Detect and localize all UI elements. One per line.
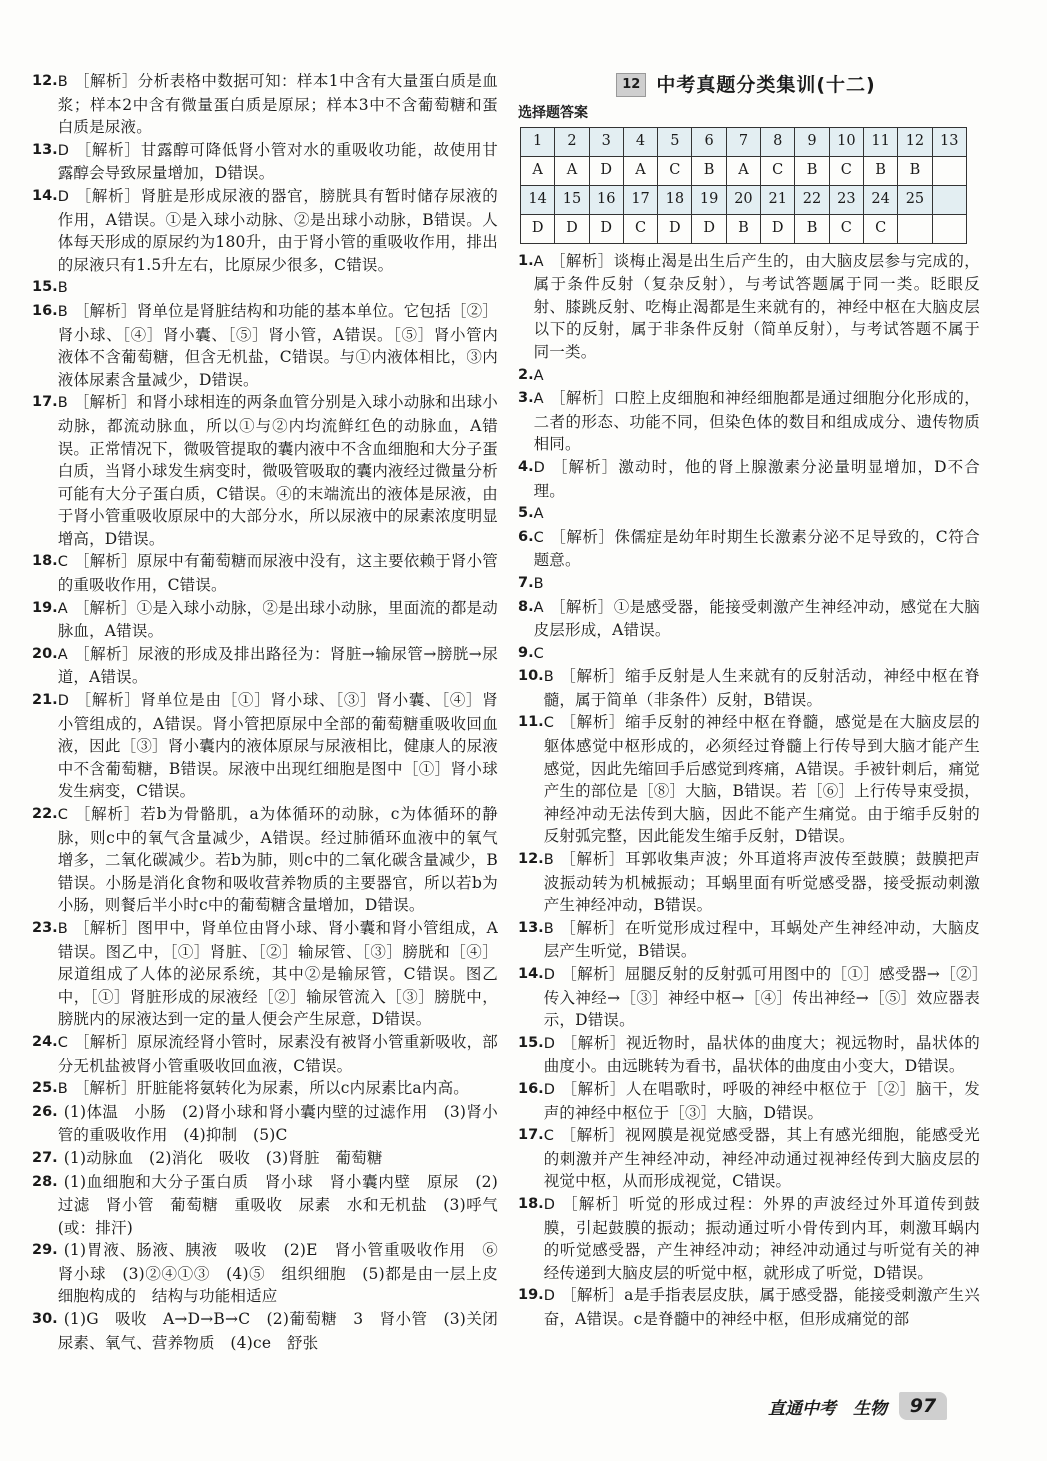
answer-table-cell: D (589, 156, 623, 185)
explanation-text: ［解析］肝脏能将氨转化为尿素，所以c内尿素比a内高。 (73, 1079, 469, 1098)
question-number: 23. (32, 919, 58, 936)
answer-table-cell: B (726, 214, 760, 243)
page-footer (768, 1392, 947, 1420)
section-badge: 12 (616, 73, 646, 97)
answer-choice: A (533, 391, 544, 408)
question-number: 24. (32, 1033, 58, 1050)
question-number: 18. (518, 1195, 544, 1212)
question-number: 27. (32, 1149, 58, 1166)
question-number: 13. (518, 919, 544, 936)
question-number: 4. (518, 458, 534, 475)
answer-choice: B (57, 280, 68, 297)
answer-item (32, 1239, 514, 1308)
explanation-text: (1)体温 小肠 (2)肾小球和肾小囊内壁的过滤作用 (3)肾小管的重吸收作用 (4)抑制 (5)C (57, 1102, 498, 1145)
answer-table-cell: C (829, 214, 863, 243)
explanation-text: ［解析］原尿中有葡萄糖而尿液中没有，这主要依赖于肾小管的重吸收作用，C错误。 (57, 552, 498, 595)
answer-body (534, 250, 980, 364)
answer-choice: D (543, 967, 556, 983)
question-number: 18. (32, 553, 58, 570)
question-number: 14. (32, 187, 58, 204)
answer-choice: A (57, 646, 68, 663)
question-number: 8. (518, 598, 534, 615)
answer-table-cell: 25 (898, 185, 932, 214)
question-number: 20. (32, 645, 58, 662)
question-number: 11. (518, 714, 544, 731)
answer-body (534, 387, 980, 456)
answer-choice: A (533, 253, 544, 270)
question-number: 10. (518, 668, 544, 685)
answer-body (58, 803, 498, 917)
answer-choice: D (57, 693, 70, 710)
answer-choice: C (543, 1128, 555, 1145)
answer-table-cell: 9 (795, 127, 829, 156)
question-number: 21. (32, 692, 58, 709)
answer-item (518, 1124, 980, 1193)
answer-body (534, 596, 980, 642)
answer-choice: C (533, 529, 544, 546)
answer-body (58, 300, 498, 391)
question-number: 7. (518, 574, 534, 591)
explanation-text: ［解析］原尿流经肾小管时，尿素没有被肾小管重新吸收，部分无机盐被肾小管重吸收回血液，C错误。 (57, 1032, 498, 1075)
answer-item (518, 364, 980, 388)
answer-body (58, 597, 498, 643)
explanation-text: ［解析］谈梅止渴是出生后产生的，由大脑皮层参与完成的，属于条件反射（复杂反射），与考试答题属于同一类。眨眼反射、膝跳反射、吃梅止渴都是生来就有的，神经中枢在大脑皮层以下的反射，属于非条件反射（简单反射），与考试答题不属于同一类。 (533, 251, 980, 361)
answer-item (518, 456, 980, 502)
answer-table-cell: D (761, 214, 795, 243)
answer-item (32, 276, 498, 300)
answer-body (544, 665, 980, 711)
answer-table-cell: 17 (623, 185, 657, 214)
answer-body (58, 550, 498, 596)
answer-body (544, 963, 980, 1032)
question-number: 17. (32, 394, 58, 411)
answer-table-cell (932, 156, 966, 185)
answer-choice: D (57, 188, 70, 205)
answer-table-cell: 19 (692, 185, 726, 214)
answer-body (544, 1032, 980, 1078)
answer-item (518, 642, 980, 666)
answer-table-cell: 5 (658, 127, 692, 156)
answer-table-cell (932, 214, 966, 243)
question-number: 29. (32, 1242, 58, 1259)
explanation-text: ［解析］视近物时，晶状体的曲度大；视远物时，晶状体的曲度小。由远眺转为看书，晶状体的曲度由小变大，D错误。 (543, 1033, 980, 1076)
answer-item (518, 711, 980, 848)
answer-item (518, 250, 980, 364)
question-number: 16. (518, 1080, 544, 1097)
answer-table-cell: A (726, 156, 760, 185)
explanation-text: ［解析］侏儒症是幼年时期生长激素分泌不足导致的，C符合题意。 (533, 527, 980, 570)
answer-table-cell: B (795, 214, 829, 243)
explanation-text: ［解析］人在唱歌时，呼吸的神经中枢位于［②］脑干，发声的神经中枢位于［③］大脑，D错误。 (543, 1079, 980, 1122)
answer-body (534, 502, 980, 526)
explanation-text: ［解析］耳郭收集声波；外耳道将声波传至鼓膜；鼓膜把声波振动转为机械振动；耳蜗里面有听觉感受器，接受振动刺激产生神经冲动，B错误。 (543, 850, 980, 915)
answer-table-cell: D (658, 214, 692, 243)
explanation-text: ［解析］激动时，他的肾上腺激素分泌量明显增加，D不合理。 (533, 457, 980, 500)
answer-body (58, 276, 498, 300)
answer-table-cell: 23 (829, 185, 863, 214)
answer-table-cell: C (623, 214, 657, 243)
answer-choice: C (543, 715, 555, 732)
answer-body (544, 848, 980, 917)
question-number: 3. (518, 390, 534, 407)
answer-choice: D (543, 1196, 556, 1213)
question-number: 19. (32, 599, 58, 616)
answer-body (58, 1077, 498, 1101)
answer-item (518, 848, 980, 917)
answer-item (518, 1193, 980, 1284)
answer-choice: D (543, 1081, 556, 1098)
right-answer-list (518, 250, 980, 1331)
section-header (602, 70, 890, 100)
explanation-text: ［解析］缩手反射是人生来就有的反射活动，神经中枢在脊髓，属于简单（非条件）反射，B错误。 (543, 667, 980, 709)
answer-table-row-numbers-1 (521, 127, 967, 156)
answer-table-cell: A (521, 156, 555, 185)
answer-choice: C (57, 1034, 69, 1051)
answer-body (544, 1078, 980, 1124)
answer-body (544, 1124, 980, 1193)
answer-body (58, 1171, 498, 1240)
answer-item (518, 572, 980, 596)
answer-item (32, 185, 498, 276)
explanation-text: ［解析］图甲中，肾单位由肾小球、肾小囊和肾小管组成，A错误。图乙中，［①］肾脏、［②］输尿管、［③］膀胱和［④］尿道组成了人体的泌尿系统，其中②是输尿管，C错误。图乙中，［①］肾脏形成的尿液经［②］输尿管流入［③］膀胱中，膀胱内的尿液达到一定的量人便会产生尿意，D错误。 (57, 918, 498, 1029)
answer-choice: D (57, 142, 70, 159)
answer-table-cell: 11 (863, 127, 897, 156)
answer-table-cell: 10 (829, 127, 863, 156)
explanation-text: ［解析］①是入球小动脉，②是出球小动脉，里面流的都是动脉血，A错误。 (57, 598, 498, 641)
answer-body (534, 572, 980, 596)
answer-body (58, 689, 498, 803)
answer-table-cell: 1 (521, 127, 555, 156)
answer-table-cell: B (692, 156, 726, 185)
answer-table-cell: C (829, 156, 863, 185)
answer-table-row-answers-2 (521, 214, 967, 243)
right-column (518, 70, 980, 1331)
question-number: 13. (32, 141, 58, 158)
answer-choice: C (57, 807, 69, 823)
answer-table-cell: 7 (726, 127, 760, 156)
answer-table-cell: 24 (863, 185, 897, 214)
page-number: 97 (899, 1392, 947, 1420)
answer-choice: B (57, 303, 68, 320)
answer-body (58, 185, 498, 276)
answer-choice: C (57, 554, 69, 571)
answer-table-cell: 22 (795, 185, 829, 214)
answer-item (518, 917, 980, 963)
answer-body (534, 526, 980, 572)
answer-choice: B (533, 575, 544, 592)
explanation-text: ［解析］肾单位是肾脏结构和功能的基本单位。它包括［②］肾小球、［④］肾小囊、［⑤］肾小管，A错误。［⑤］肾小管内液体不含葡萄糖，但含无机盐，C错误。与①内液体相比，③内液体尿素含量减少，D错误。 (57, 301, 498, 389)
answer-choice: D (533, 459, 545, 476)
answer-table-cell: B (863, 156, 897, 185)
question-number: 9. (518, 644, 534, 661)
answer-table-cell: D (521, 214, 555, 243)
answer-item (518, 526, 980, 572)
question-number: 22. (32, 806, 58, 822)
question-number: 2. (518, 366, 534, 383)
answer-choice: B (57, 1081, 68, 1098)
answer-item (32, 70, 498, 139)
answer-item (518, 1284, 980, 1330)
question-number: 15. (518, 1034, 544, 1051)
answer-table-row-numbers-2 (521, 185, 967, 214)
answer-choice: B (57, 74, 68, 90)
explanation-text: ［解析］屈腿反射的反射弧可用图中的［①］感受器→［②］传入神经→［③］神经中枢→［④］传出神经→［⑤］效应器表示，D错误。 (543, 965, 980, 1030)
answer-choice: A (533, 367, 544, 384)
explanation-text: ［解析］肾单位是由［①］肾小球、［③］肾小囊、［④］肾小管组成的，A错误。肾小管把原尿中全部的葡萄糖重吸收回血液，因此［③］肾小囊内的液体原尿与尿液相比，健康人的尿液中不含葡萄糖，B错误。尿液中出现红细胞是图中［①］肾小球发生病变，C错误。 (57, 691, 498, 801)
answer-choice: A (533, 506, 544, 523)
answer-table (520, 127, 967, 244)
answer-table-cell: 6 (692, 127, 726, 156)
answer-body (58, 391, 498, 550)
answer-item (32, 391, 498, 550)
answer-item (32, 597, 498, 643)
answer-table-cell: C (863, 214, 897, 243)
answer-item (518, 596, 980, 642)
answer-item (32, 643, 498, 689)
answer-item (32, 1077, 498, 1101)
answer-choice: B (57, 920, 68, 937)
explanation-text: ［解析］分析表格中数据可知：样本1中含有大量蛋白质是血浆；样本2中含有微量蛋白质是原尿；样本3中不含葡萄糖和蛋白质是尿液。 (57, 72, 498, 137)
answer-table-cell: B (898, 156, 932, 185)
question-number: 14. (518, 966, 544, 982)
answer-table-cell: 3 (589, 127, 623, 156)
answer-item (32, 1101, 498, 1147)
explanation-text: (1)胃液、肠液、胰液 吸收 (2)E 肾小管重吸收作用 ⑥ 肾小球 (3)②④①③ (4)⑤ 组织细胞 (5)都是由一层上皮细胞构成的 结构与功能相适应 (57, 1241, 514, 1306)
answer-body (544, 917, 980, 963)
answer-table-cell: 4 (623, 127, 657, 156)
book-title: 直通中考 生物 (768, 1398, 887, 1419)
question-number: 17. (518, 1127, 544, 1144)
answer-table-cell: A (555, 156, 589, 185)
explanation-text: (1)血细胞和大分子蛋白质 肾小球 肾小囊内壁 原尿 (2)过滤 肾小管 葡萄糖 重吸收 尿素 水和无机盐 (3)呼气(或：排汗) (57, 1172, 498, 1237)
question-number: 12. (518, 851, 544, 868)
explanation-text: ［解析］和肾小球相连的两条血管分别是入球小动脉和出球小动脉，都流动脉血，所以①与②内均流鲜红色的动脉血，A错误。正常情况下，微吸管提取的囊内液中不含血细胞和大分子蛋白质，当肾小球发生病变时，微吸管吸取的囊内液经过微量分析可能有大分子蛋白质，C错误。④的末端流出的液体是尿液，由于肾小管重吸收原尿中的大部分水，所以尿液中的尿素浓度明显增高，D错误。 (57, 393, 498, 548)
question-number: 26. (32, 1103, 58, 1120)
answer-body (544, 1284, 980, 1330)
answer-table-cell: D (692, 214, 726, 243)
question-number: 19. (518, 1287, 544, 1304)
answer-item (32, 1031, 498, 1077)
answer-item (32, 1147, 498, 1171)
answer-choice: B (543, 920, 554, 937)
answer-item (518, 665, 980, 711)
answer-table-cell: 2 (555, 127, 589, 156)
answer-item (32, 1308, 514, 1354)
explanation-text: ［解析］a是手指表层皮肤，属于感受器，能接受刺激产生兴奋，A错误。c是脊髓中的神经中枢，但形成痛觉的部 (543, 1286, 980, 1328)
answer-choice: B (543, 852, 554, 869)
answer-table-cell: C (658, 156, 692, 185)
answer-item (518, 387, 980, 456)
answer-choice: D (543, 1035, 556, 1052)
answer-body (534, 364, 980, 388)
answer-item (32, 689, 498, 803)
answer-table-row-answers-1 (521, 156, 967, 185)
answer-body (58, 1101, 498, 1147)
question-number: 6. (518, 528, 534, 545)
answer-table-cell (932, 185, 966, 214)
answer-body (58, 643, 498, 689)
answer-table-cell: 18 (658, 185, 692, 214)
answer-body (544, 1193, 980, 1284)
answer-table-cell: 20 (726, 185, 760, 214)
question-number: 25. (32, 1080, 58, 1097)
answer-table-cell: 13 (932, 127, 966, 156)
answer-item (32, 300, 498, 391)
question-number: 15. (32, 279, 58, 296)
answer-body (58, 139, 498, 185)
answer-item (518, 1032, 980, 1078)
explanation-text: ［解析］口腔上皮细胞和神经细胞都是通过细胞分化形成的，二者的形态、功能不同，但染色体的数目和组成成分、遗传物质相同。 (533, 389, 980, 454)
answer-item (32, 1171, 498, 1240)
question-number: 5. (518, 505, 534, 522)
explanation-text: ［解析］听觉的形成过程：外界的声波经过外耳道传到鼓膜，引起鼓膜的振动；振动通过听小骨传到内耳，刺激耳蜗内的听觉感受器，产生神经冲动；神经冲动通过与听觉有关的神经传递到大脑皮层的听觉中枢，就形成了听觉，D错误。 (543, 1194, 980, 1282)
question-number: 16. (32, 302, 58, 319)
explanation-text: ［解析］肾脏是形成尿液的器官，膀胱具有暂时储存尿液的作用，A错误。①是入球小动脉、②是出球小动脉，B错误。人体每天形成的原尿约为180升，由于肾小管的重吸收作用，排出的尿液只有1.5升左右，比原尿少很多，C错误。 (57, 186, 498, 274)
question-number: 12. (32, 73, 58, 89)
answer-body (534, 642, 980, 666)
explanation-text: ［解析］尿液的形成及排出路径为：肾脏→输尿管→膀胱→尿道，A错误。 (57, 644, 498, 687)
answer-table-cell: A (623, 156, 657, 185)
answer-choice: B (543, 669, 554, 686)
answer-body (58, 1031, 498, 1077)
answer-body (58, 70, 498, 139)
explanation-text: ［解析］①是感受器，能接受刺激产生神经冲动，感觉在大脑皮层形成，A错误。 (533, 597, 980, 640)
answer-body (534, 456, 980, 502)
answer-table-cell: D (589, 214, 623, 243)
answer-table-cell: 16 (589, 185, 623, 214)
left-column (32, 70, 514, 1354)
answer-table-cell: 15 (555, 185, 589, 214)
question-number: 28. (32, 1173, 58, 1190)
answer-choice: D (543, 1288, 556, 1305)
explanation-text: ［解析］甘露醇可降低肾小管对水的重吸收功能，故使用甘露醇会导致尿量增加，D错误。 (57, 140, 498, 183)
answer-table-cell (898, 214, 932, 243)
answer-item (32, 139, 498, 185)
explanation-text: (1)动脉血 (2)消化 吸收 (3)肾脏 葡萄糖 (63, 1148, 383, 1167)
answer-choice: A (533, 599, 544, 616)
answer-choice: C (533, 645, 544, 662)
answer-body (58, 1147, 498, 1171)
answer-table-heading: 选择题答案 (518, 105, 588, 121)
answer-item (518, 502, 980, 526)
question-number: 30. (32, 1311, 58, 1328)
section-title: 中考真题分类集训(十二) (656, 73, 876, 96)
answer-body (544, 711, 980, 848)
answer-item (32, 917, 498, 1031)
answer-table-cell: B (795, 156, 829, 185)
question-number: 1. (518, 252, 534, 269)
answer-choice: B (57, 395, 68, 412)
answer-table-cell: 21 (761, 185, 795, 214)
answer-table-cell: 8 (761, 127, 795, 156)
answer-item (32, 803, 498, 917)
answer-choice: A (57, 600, 68, 617)
answer-item (518, 963, 980, 1032)
answer-body (58, 917, 498, 1031)
answer-table-cell: 12 (898, 127, 932, 156)
explanation-text: ［解析］缩手反射的神经中枢在脊髓，感觉是在大脑皮层的躯体感觉中枢形成的，必须经过脊髓上行传导到大脑才能产生感觉，因此先缩回手后感觉到疼痛，A错误。手被针刺后，痛觉产生的部位是［⑧］大脑，B错误。若［⑥］上行传导束受损，神经冲动无法传到大脑，因此不能产生痛觉。由于缩手反射的反射弧完整，因此能发生缩手反射，D错误。 (543, 713, 980, 846)
explanation-text: ［解析］视网膜是视觉感受器，其上有感光细胞，能感受光的刺激并产生神经冲动，神经冲动通过视神经传到大脑皮层的视觉中枢，从而形成视觉，C错误。 (543, 1126, 980, 1191)
answer-body (57, 1308, 514, 1354)
explanation-text: ［解析］在听觉形成过程中，耳蜗处产生神经冲动，大脑皮层产生听觉，B错误。 (543, 918, 980, 961)
explanation-text: (1)G 吸收 A→D→B→C (2)葡萄糖 3 肾小管 (3)关闭 尿素、氧气、营养物质 (4)ce 舒张 (57, 1310, 514, 1352)
answer-table-cell: C (761, 156, 795, 185)
explanation-text: ［解析］若b为骨骼肌，a为体循环的动脉，c为体循环的静脉，则c中的氧气含量减少，A错误。经过肺循环血液中的氧气增多，二氧化碳减少。若b为肺，则c中的二氧化碳含量减少，B错误。小肠是消化食物和吸收营养物质的主要器官，所以若b为小肠，则餐后半小时c中的葡萄糖含量增加，D错误。 (57, 805, 498, 915)
answer-table-cell: 14 (521, 185, 555, 214)
answer-body (57, 1239, 514, 1308)
answer-item (32, 550, 498, 596)
answer-item (518, 1078, 980, 1124)
answer-table-cell: D (555, 214, 589, 243)
